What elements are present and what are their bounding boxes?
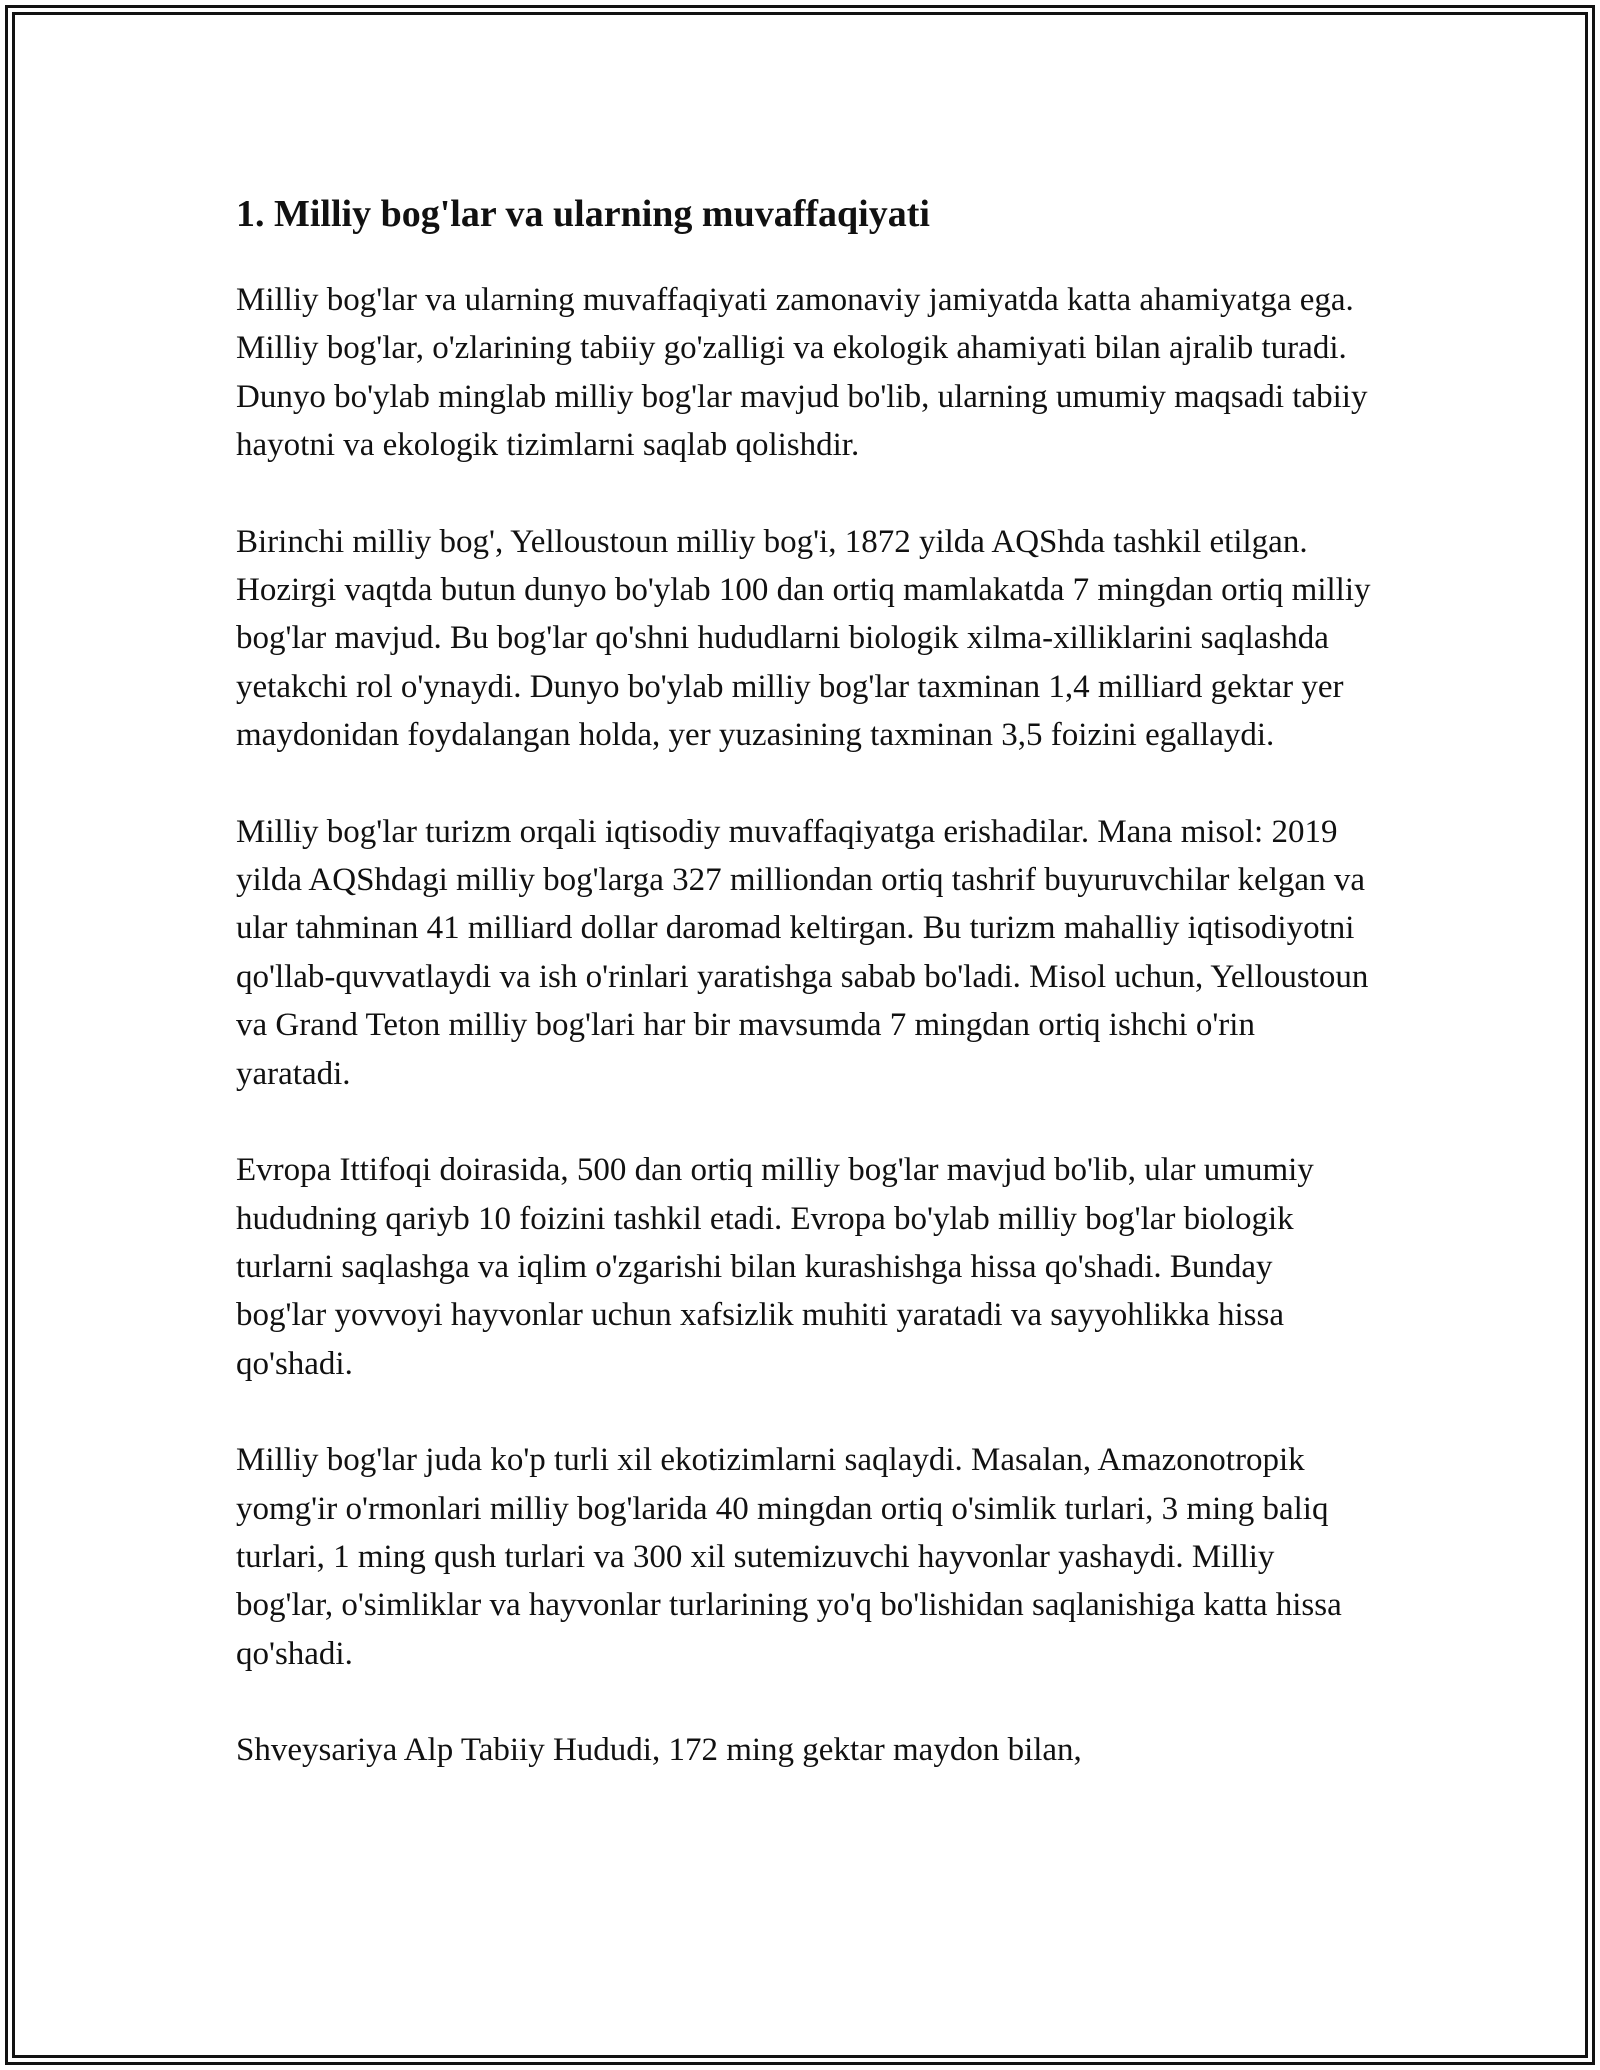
document-body xyxy=(236,186,1371,1775)
paragraph-ecosystems: Milliy bog'lar juda ko'p turli xil ekotizimlarni saqlaydi. Masalan, Amazonotropik yomg'ir o'rmonlari milliy bog'larida 40 mingdan ortiq o'simlik turlari, 3 ming baliq turlari, 1 ming qush turlari va 300 xil sutemizuvchi hayvonlar yashaydi. Milliy bog'lar, o'simliklar va hayvonlar turlarining yo'q bo'lishidan saqlanishiga katta hissa qo'shadi. xyxy=(236,1442,1342,1672)
paragraph-switzerland: Shveysariya Alp Tabiiy Hududi, 172 ming gektar maydon bilan, xyxy=(236,1732,1082,1769)
paragraph-yellowstone: Birinchi milliy bog', Yelloustoun milliy bog'i, 1872 yilda AQShda tashkil etilgan. Hozirgi vaqtda butun dunyo bo'ylab 100 dan ortiq mamlakatda 7 mingdan ortiq milliy bog'lar mavjud. Bu bog'lar qo'shni hududlarni biologik xilma-xilliklarini saqlashda yetakchi rol o'ynaydi. Dunyo bo'ylab milliy bog'lar taxminan 1,4 milliard gektar yer maydonidan foydalangan holda, yer yuzasining taxminan 3,5 foizini egallaydi. xyxy=(236,523,1371,754)
paragraph-europe: Evropa Ittifoqi doirasida, 500 dan ortiq milliy bog'lar mavjud bo'lib, ular umumiy hududning qariyb 10 foizini tashkil etadi. Evropa bo'ylab milliy bog'lar biologik turlarni saqlashga va iqlim o'zgarishi bilan kurashishga hissa qo'shadi. Bunday bog'lar yovvoyi hayvonlar uchun xafsizlik muhiti yaratadi va sayyohlikka hissa qo'shadi. xyxy=(236,1152,1314,1382)
paragraph-tourism: Milliy bog'lar turizm orqali iqtisodiy muvaffaqiyatga erishadilar. Mana misol: 2019 yilda AQShdagi milliy bog'larga 327 milliondan ortiq tashrif buyuruvchilar kelgan va ular tahminan 41 milliard dollar daromad keltirgan. Bu turizm mahalliy iqtisodiyotni qo'llab-quvvatlaydi va ish o'rinlari yaratishga sabab bo'ladi. Misol uchun, Yelloustoun va Grand Teton milliy bog'lari har bir mavsumda 7 mingdan ortiq ishchi o'rin yaratadi. xyxy=(236,813,1369,1092)
paragraph-intro: Milliy bog'lar va ularning muvaffaqiyati zamonaviy jamiyatda katta ahamiyatga ega. Milliy bog'lar, o'zlarining tabiiy go'zalligi va ekologik ahamiyati bilan ajralib turadi. Dunyo bo'ylab minglab milliy bog'lar mavjud bo'lib, ularning umumiy maqsadi tabiiy hayotni va ekologik tizimlarni saqlab qolishdir. xyxy=(236,282,1368,464)
section-heading: 1. Milliy bog'lar va ularning muvaffaqiyati xyxy=(236,193,930,235)
